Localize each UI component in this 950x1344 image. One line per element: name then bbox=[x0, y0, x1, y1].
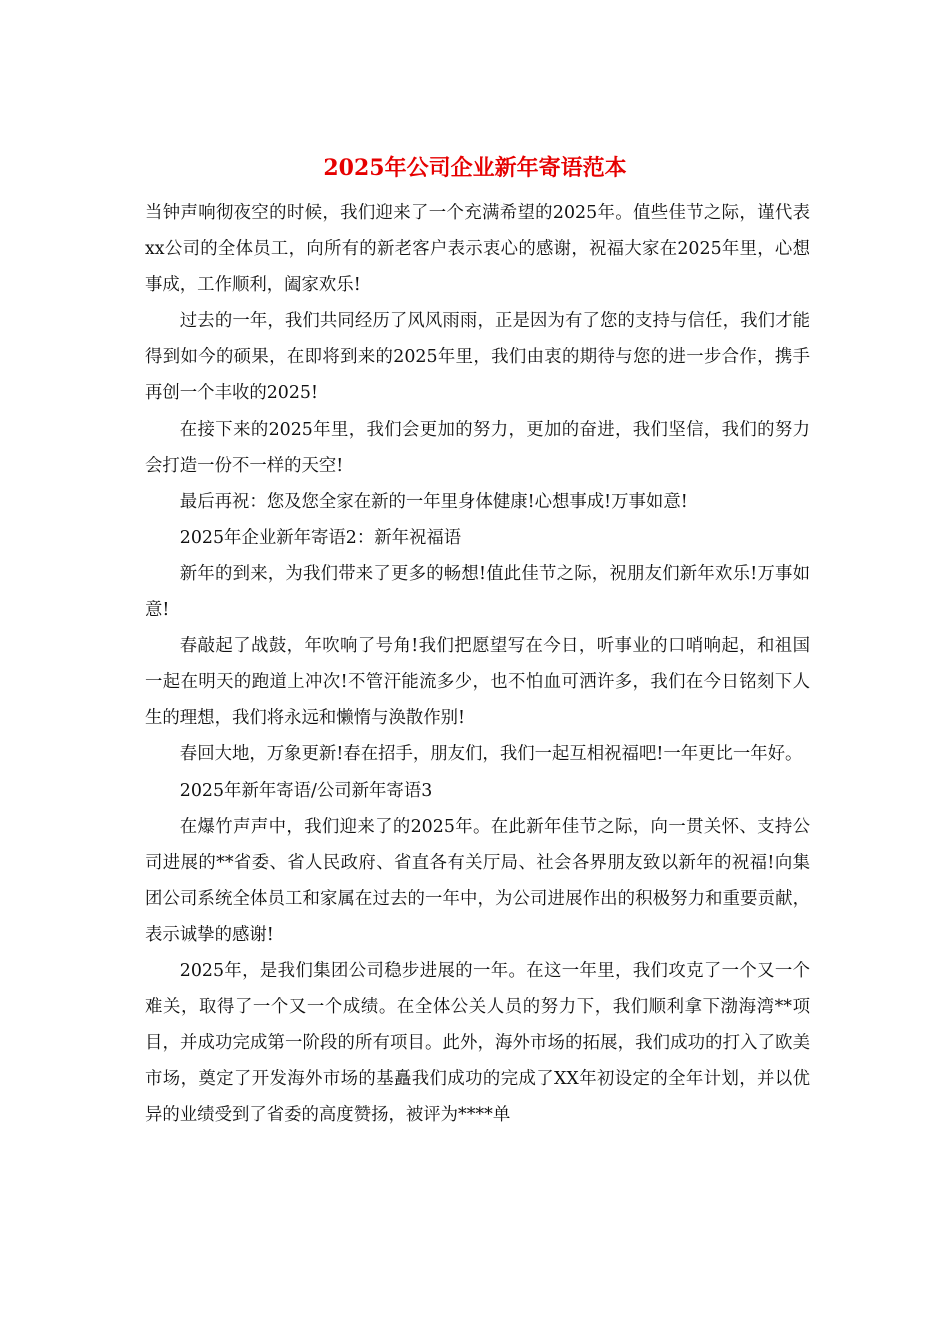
paragraph: 春敲起了战鼓，年吹响了号角!我们把愿望写在今日，听事业的口哨响起，和祖国一起在明天的跑道上冲次!不管汗能流多少，也不怕血可洒许多，我们在今日铭刻下人生的理想，我们将永远和懒惰与涣散作别! bbox=[145, 636, 810, 729]
document-title: 2025年公司企业新年寄语范本 bbox=[323, 155, 627, 181]
paragraph: 最后再祝：您及您全家在新的一年里身体健康!心想事成!万事如意! bbox=[179, 491, 688, 512]
paragraph: 当钟声响彻夜空的时候，我们迎来了一个充满希望的2025年。值些佳节之际，谨代表xx公司的全体员工，向所有的新老客户表示衷心的感谢，祝福大家在2025年里，心想事成，工作顺利，阖家欢乐! bbox=[145, 203, 810, 296]
paragraph: 新年的到来，为我们带来了更多的畅想!值此佳节之际，祝朋友们新年欢乐!万事如意! bbox=[145, 563, 810, 621]
section-heading: 2025年新年寄语/公司新年寄语3 bbox=[179, 780, 433, 801]
document-body bbox=[145, 195, 810, 1133]
section-heading: 2025年企业新年寄语2：新年祝福语 bbox=[179, 527, 462, 548]
paragraph: 过去的一年，我们共同经历了风风雨雨，正是因为有了您的支持与信任，我们才能得到如今的硕果，在即将到来的2025年里，我们由衷的期待与您的进一步合作，携手再创一个丰收的2025! bbox=[145, 311, 810, 404]
paragraph: 在接下来的2025年里，我们会更加的努力，更加的奋进，我们坚信，我们的努力会打造一份不一样的天空! bbox=[145, 419, 810, 476]
paragraph: 春回大地，万象更新!春在招手，朋友们，我们一起互相祝福吧!一年更比一年好。 bbox=[179, 744, 803, 765]
paragraph: 2025年，是我们集团公司稳步进展的一年。在这一年里，我们攻克了一个又一个难关，取得了一个又一个成绩。在全体公关人员的努力下，我们顺利拿下渤海湾**项目，并成功完成第一阶段的所有项目。此外，海外市场的拓展，我们成功的打入了欧美市场，奠定了开发海外市场的基矗我们成功的完成了XX年初设定的全年计划，并以优异的业绩受到了省委的高度赞扬，被评为****单 bbox=[145, 960, 810, 1126]
paragraph: 在爆竹声声中，我们迎来了的2025年。在此新年佳节之际，向一贯关怀、支持公司进展的**省委、省人民政府、省直各有关厅局、社会各界朋友致以新年的祝福!向集团公司系统全体员工和家属在过去的一年中，为公司进展作出的积极努力和重要贡献，表示诚挚的感谢! bbox=[145, 816, 810, 945]
